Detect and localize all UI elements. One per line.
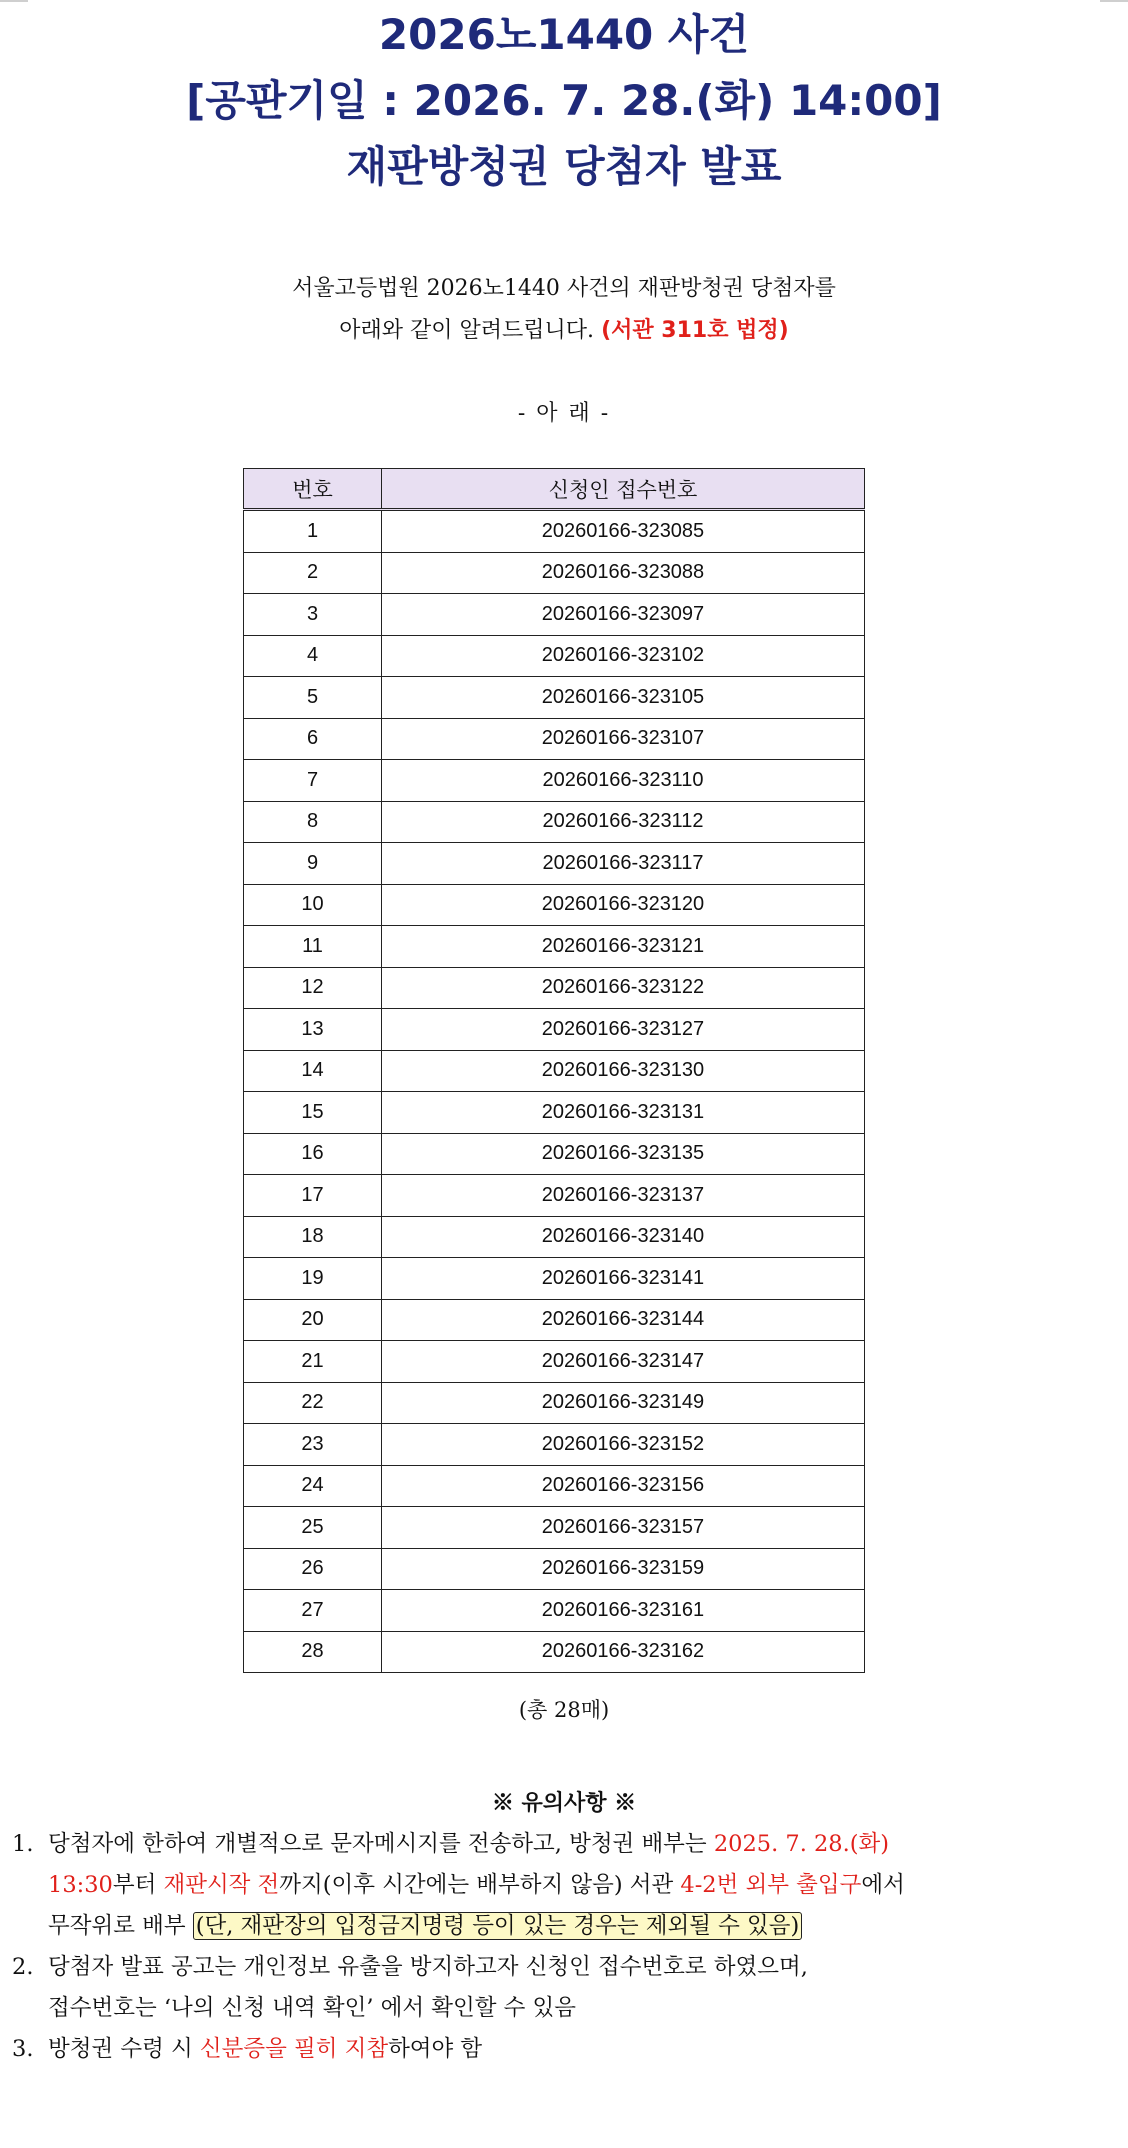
table-row <box>244 552 865 594</box>
table-row <box>244 1299 865 1341</box>
table-body <box>244 510 865 1673</box>
receipt-number-cell: 20260166-323088 <box>382 552 865 594</box>
intro-line-2-text: 아래와 같이 알려드립니다. <box>339 318 595 343</box>
notice-item-number: 2. <box>12 1954 34 1980</box>
table-row <box>244 1631 865 1673</box>
receipt-number-cell: 20260166-323135 <box>382 1133 865 1175</box>
receipt-number-cell: 20260166-323120 <box>382 884 865 926</box>
table-row <box>244 1009 865 1051</box>
receipt-number-cell: 20260166-323112 <box>382 801 865 843</box>
table-row <box>244 1382 865 1424</box>
receipt-number-cell: 20260166-323097 <box>382 594 865 636</box>
receipt-number-cell: 20260166-323107 <box>382 718 865 760</box>
table-row <box>244 1092 865 1134</box>
receipt-number-cell: 20260166-323102 <box>382 635 865 677</box>
row-number-cell: 13 <box>244 1009 382 1051</box>
row-number-cell: 9 <box>244 843 382 885</box>
notice-text: 당첨자 발표 공고는 개인정보 유출을 방지하고자 신청인 접수번호로 하였으며, <box>48 1954 808 1980</box>
receipt-number-cell: 20260166-323137 <box>382 1175 865 1217</box>
row-number-cell: 3 <box>244 594 382 636</box>
gate-label: 4-2번 외부 출입구 <box>680 1872 862 1898</box>
receipt-number-cell: 20260166-323152 <box>382 1424 865 1466</box>
receipt-number-cell: 20260166-323161 <box>382 1590 865 1632</box>
table-row <box>244 635 865 677</box>
row-number-cell: 6 <box>244 718 382 760</box>
notice-item-1 <box>12 1824 1122 1947</box>
row-number-cell: 22 <box>244 1382 382 1424</box>
notice-item-number: 1. <box>12 1831 34 1857</box>
row-number-cell: 2 <box>244 552 382 594</box>
column-header-number: 번호 <box>244 469 382 510</box>
table-row <box>244 843 865 885</box>
row-number-cell: 17 <box>244 1175 382 1217</box>
notice-item-3 <box>12 2029 1122 2070</box>
table-row <box>244 1590 865 1632</box>
notice-text: 방청권 수령 시 <box>48 2036 200 2062</box>
table-row <box>244 1133 865 1175</box>
receipt-number-cell: 20260166-323122 <box>382 967 865 1009</box>
table-row <box>244 1424 865 1466</box>
row-number-cell: 5 <box>244 677 382 719</box>
receipt-number-cell: 20260166-323127 <box>382 1009 865 1051</box>
title-announcement: 재판방청권 당첨자 발표 <box>346 142 782 191</box>
table-row <box>244 926 865 968</box>
row-number-cell: 12 <box>244 967 382 1009</box>
receipt-number-cell: 20260166-323105 <box>382 677 865 719</box>
receipt-number-cell: 20260166-323085 <box>382 510 865 553</box>
id-required-label: 신분증을 필히 지참 <box>199 2036 389 2062</box>
exception-note: (단, 재판장의 입정금지명령 등이 있는 경우는 제외될 수 있음) <box>193 1912 803 1940</box>
row-number-cell: 14 <box>244 1050 382 1092</box>
table-row <box>244 801 865 843</box>
row-number-cell: 26 <box>244 1548 382 1590</box>
table-row <box>244 677 865 719</box>
row-number-cell: 4 <box>244 635 382 677</box>
intro-line-1: 서울고등법원 2026노1440 사건의 재판방청권 당첨자를 <box>292 276 836 301</box>
row-number-cell: 19 <box>244 1258 382 1300</box>
table-row <box>244 967 865 1009</box>
column-header-receipt: 신청인 접수번호 <box>382 469 865 510</box>
receipt-number-cell: 20260166-323110 <box>382 760 865 802</box>
row-number-cell: 1 <box>244 510 382 553</box>
row-number-cell: 25 <box>244 1507 382 1549</box>
receipt-number-cell: 20260166-323141 <box>382 1258 865 1300</box>
below-label: - 아 래 - <box>517 401 611 426</box>
notice-text: 당첨자에 한하여 개별적으로 문자메시지를 전송하고, 방청권 배부는 <box>48 1831 714 1857</box>
row-number-cell: 7 <box>244 760 382 802</box>
row-number-cell: 18 <box>244 1216 382 1258</box>
receipt-number-cell: 20260166-323147 <box>382 1341 865 1383</box>
notice-text: 부터 <box>112 1872 164 1898</box>
document-title <box>0 0 1128 200</box>
receipt-number-cell: 20260166-323130 <box>382 1050 865 1092</box>
row-number-cell: 24 <box>244 1465 382 1507</box>
distribution-time: 13:30 <box>48 1872 113 1898</box>
notice-text: 까지(이후 시간에는 배부하지 않음) 서관 <box>279 1872 681 1898</box>
receipt-number-cell: 20260166-323140 <box>382 1216 865 1258</box>
notice-text: 하여야 함 <box>388 2036 483 2062</box>
notice-item-number: 3. <box>12 2036 34 2062</box>
receipt-number-cell: 20260166-323121 <box>382 926 865 968</box>
table-header-row <box>244 469 865 510</box>
winners-table <box>243 468 865 1673</box>
row-number-cell: 15 <box>244 1092 382 1134</box>
row-number-cell: 16 <box>244 1133 382 1175</box>
intro-paragraph <box>0 268 1128 352</box>
receipt-number-cell: 20260166-323157 <box>382 1507 865 1549</box>
row-number-cell: 27 <box>244 1590 382 1632</box>
row-number-cell: 8 <box>244 801 382 843</box>
row-number-cell: 23 <box>244 1424 382 1466</box>
table-row <box>244 1258 865 1300</box>
title-case-number: 2026노1440 사건 <box>378 10 750 59</box>
table-row <box>244 718 865 760</box>
table-row <box>244 1175 865 1217</box>
total-count: (총 28매) <box>518 1698 610 1722</box>
table-row <box>244 1465 865 1507</box>
intro-line-2 <box>0 310 1128 352</box>
table-row <box>244 1341 865 1383</box>
row-number-cell: 28 <box>244 1631 382 1673</box>
receipt-number-cell: 20260166-323162 <box>382 1631 865 1673</box>
receipt-number-cell: 20260166-323156 <box>382 1465 865 1507</box>
notice-text: 무작위로 배부 <box>48 1913 193 1939</box>
notice-text: 접수번호는 ‘나의 신청 내역 확인’ 에서 확인할 수 있음 <box>48 1995 576 2021</box>
title-trial-date: [공판기일 : 2026. 7. 28.(화) 14:00] <box>186 76 942 125</box>
notice-text: 에서 <box>861 1872 905 1898</box>
distribution-date: 2025. 7. 28.(화) <box>713 1831 890 1857</box>
receipt-number-cell: 20260166-323159 <box>382 1548 865 1590</box>
receipt-number-cell: 20260166-323131 <box>382 1092 865 1134</box>
row-number-cell: 21 <box>244 1341 382 1383</box>
table-row <box>244 1216 865 1258</box>
receipt-number-cell: 20260166-323149 <box>382 1382 865 1424</box>
row-number-cell: 10 <box>244 884 382 926</box>
row-number-cell: 20 <box>244 1299 382 1341</box>
table-row <box>244 594 865 636</box>
table-row <box>244 1507 865 1549</box>
table-row <box>244 884 865 926</box>
notice-item-2 <box>12 1947 1122 2029</box>
table-row <box>244 510 865 553</box>
table-row <box>244 1050 865 1092</box>
notice-list <box>12 1824 1122 2070</box>
table-row <box>244 760 865 802</box>
row-number-cell: 11 <box>244 926 382 968</box>
receipt-number-cell: 20260166-323144 <box>382 1299 865 1341</box>
table-row <box>244 1548 865 1590</box>
before-trial-label: 재판시작 전 <box>163 1872 280 1898</box>
notice-title: ※ 유의사항 ※ <box>491 1790 637 1816</box>
receipt-number-cell: 20260166-323117 <box>382 843 865 885</box>
venue-label: (서관 311호 법정) <box>601 318 789 343</box>
